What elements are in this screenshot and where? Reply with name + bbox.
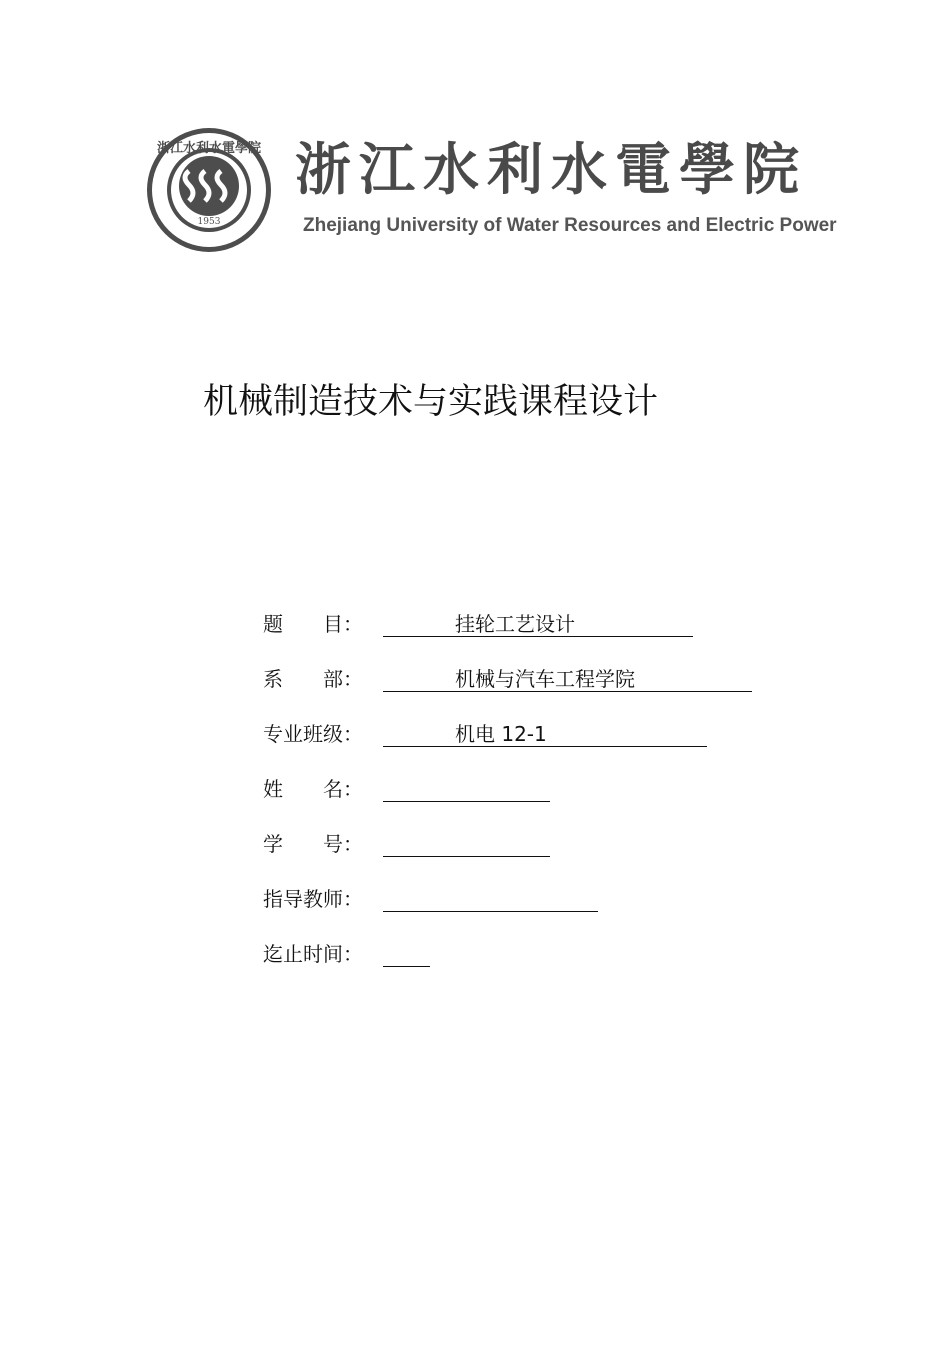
field-line-class[interactable] [383,716,707,747]
svg-text:浙江水利水電學院: 浙江水利水電學院 [156,141,262,156]
field-line-advisor[interactable] [383,881,598,912]
field-line-period[interactable] [383,936,430,967]
field-value-topic: 挂轮工艺设计 [455,612,575,636]
field-label-department: 系 部： [263,667,363,691]
document-title: 机械制造技术与实践课程设计 [203,382,659,422]
svg-text:1953: 1953 [197,217,221,227]
field-value-department: 机械与汽车工程学院 [455,667,635,691]
school-seal-logo [145,126,273,254]
field-label-name: 姓 名： [263,777,363,801]
field-label-student-id: 学 号： [263,832,363,856]
field-line-topic[interactable] [383,606,693,637]
field-label-topic: 题 目： [263,612,363,636]
field-label-period: 迄止时间： [263,942,363,966]
field-line-student-id[interactable] [383,826,550,857]
field-line-name[interactable] [383,771,550,802]
school-name-english: Zhejiang University of Water Resources and Electric Power [303,215,837,236]
school-name-chinese: 浙江水利水電學院 [295,137,807,203]
school-header [145,126,845,256]
field-value-class: 机电 12-1 [455,722,547,746]
field-line-department[interactable] [383,661,752,692]
field-label-class: 专业班级： [263,722,363,746]
field-label-advisor: 指导教师： [263,887,363,911]
